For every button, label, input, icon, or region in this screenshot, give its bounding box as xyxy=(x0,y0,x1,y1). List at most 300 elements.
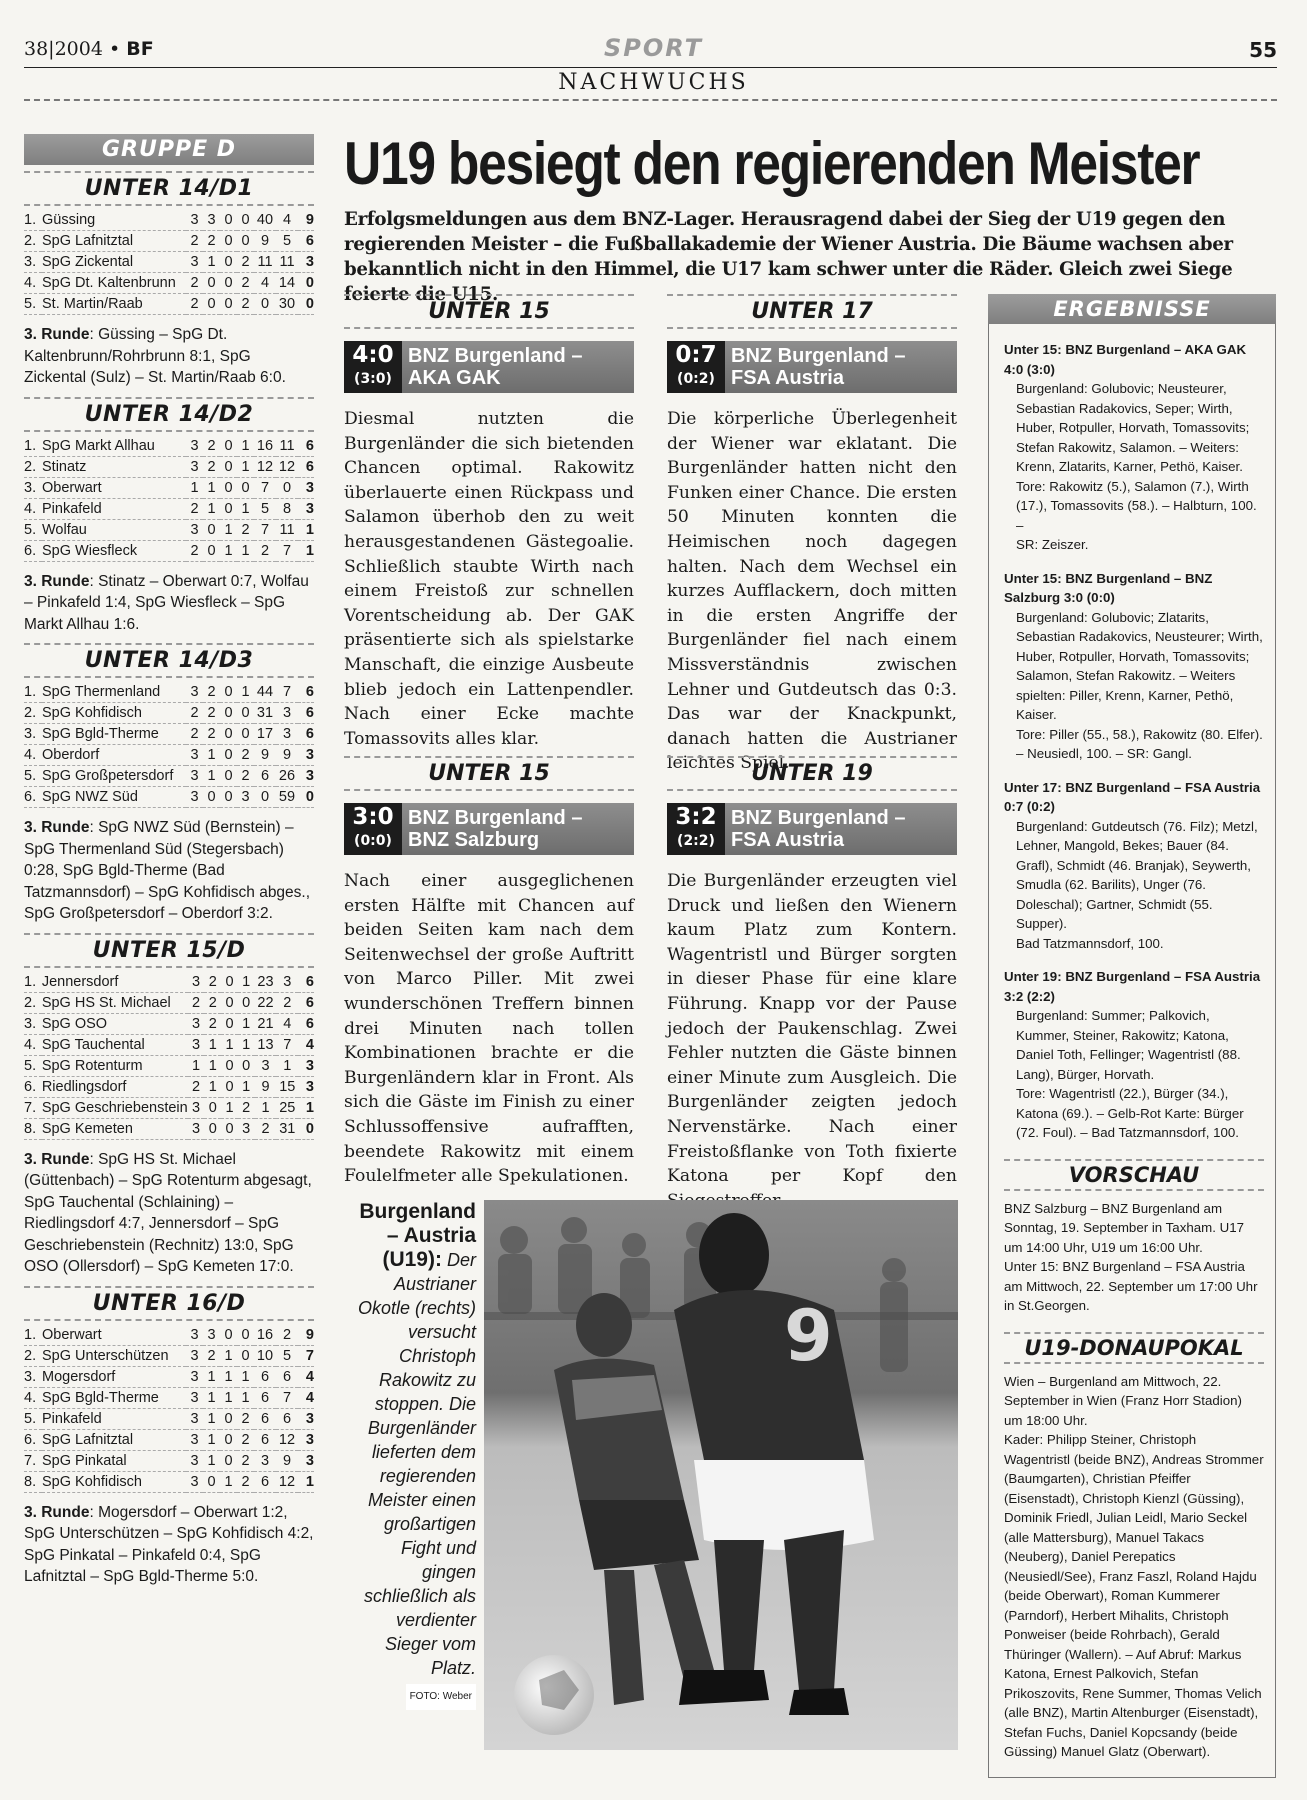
table-title: UNTER 16/D xyxy=(24,1286,314,1321)
points-cell: 3 xyxy=(298,745,314,766)
rank-cell: 3. xyxy=(24,1366,42,1387)
table-row xyxy=(24,766,314,787)
stat-cell: 2 xyxy=(186,540,203,561)
stat-cell: 6 xyxy=(254,1408,276,1429)
stat-cell: 6 xyxy=(254,766,276,787)
result-heading: Unter 15: BNZ Burgenland – BNZ Salzburg 3:0 (0:0) xyxy=(1004,570,1213,605)
rank-cell: 1. xyxy=(24,682,42,703)
team-cell: St. Martin/Raab xyxy=(42,294,186,315)
article-title: UNTER 15 xyxy=(344,294,634,329)
table-row xyxy=(24,252,314,273)
table-row xyxy=(24,1471,314,1492)
stat-cell: 0 xyxy=(203,540,220,561)
stat-cell: 59 xyxy=(276,787,298,808)
stat-cell: 1 xyxy=(255,1097,277,1118)
rank-cell: 1. xyxy=(24,210,42,231)
stat-cell: 2 xyxy=(237,294,254,315)
stat-cell: 1 xyxy=(203,1387,220,1408)
stat-cell: 0 xyxy=(237,231,254,252)
table-row xyxy=(24,273,314,294)
rank-cell: 2. xyxy=(24,231,42,252)
table-row xyxy=(24,1345,314,1366)
stat-cell: 3 xyxy=(276,703,298,724)
stat-cell: 11 xyxy=(276,436,298,457)
stat-cell: 0 xyxy=(221,1118,238,1139)
stat-cell: 12 xyxy=(276,1471,298,1492)
preview-title: VORSCHAU xyxy=(1004,1159,1264,1191)
football-players-illustration xyxy=(484,1200,958,1750)
table-row xyxy=(24,682,314,703)
rank-cell: 4. xyxy=(24,745,42,766)
score-box xyxy=(344,803,634,855)
round-text: : SpG NWZ Süd (Bernstein) – SpG Thermenland Süd (Stegersbach) 0:28, SpG Bgld-Therme (Bad Tatzmannsdorf) – SpG Kohfidisch abges., SpG Großpetersdorf – Oberdorf 3:2. xyxy=(24,819,311,922)
stat-cell: 3 xyxy=(186,682,203,703)
result-heading: Unter 15: BNZ Burgenland – AKA GAK 4:0 (3:0) xyxy=(1004,342,1247,377)
stat-cell: 7 xyxy=(276,682,298,703)
stat-cell: 4 xyxy=(276,210,298,231)
round-results xyxy=(24,571,314,636)
stat-cell: 1 xyxy=(237,682,254,703)
stat-cell: 0 xyxy=(237,1345,254,1366)
stat-cell: 0 xyxy=(220,1450,237,1471)
article-title: UNTER 19 xyxy=(667,756,957,791)
stat-cell: 0 xyxy=(237,1325,254,1346)
points-cell: 9 xyxy=(298,210,314,231)
stat-cell: 2 xyxy=(237,1429,254,1450)
half-time-score: (0:0) xyxy=(354,833,392,849)
points-cell: 6 xyxy=(298,436,314,457)
table-row xyxy=(24,436,314,457)
points-cell: 7 xyxy=(298,1345,314,1366)
stat-cell: 1 xyxy=(203,252,220,273)
stat-cell: 6 xyxy=(254,1429,276,1450)
score-box xyxy=(667,341,957,393)
table-row xyxy=(24,703,314,724)
rank-cell: 3. xyxy=(24,252,42,273)
team-cell: SpG Kohfidisch xyxy=(42,703,186,724)
stat-cell: 9 xyxy=(255,1076,277,1097)
result-goals: Tore: Piller (55., 58.), Rakowitz (80. Elfer). – Neusiedl, 100. – SR: Gangl. xyxy=(1016,726,1263,761)
team-cell: Wolfau xyxy=(42,519,186,540)
table-row xyxy=(24,1034,314,1055)
cup-match: Wien – Burgenland am Mittwoch, 22. September in Wien (Franz Horr Stadion) um 18:00 Uhr. xyxy=(1004,1373,1242,1428)
section-title: SPORT xyxy=(603,34,704,62)
stat-cell: 2 xyxy=(204,992,221,1013)
stat-cell: 0 xyxy=(237,477,254,498)
stat-cell: 2 xyxy=(237,252,254,273)
rank-cell: 5. xyxy=(24,519,42,540)
team-cell: Oberwart xyxy=(42,1325,186,1346)
stat-cell: 0 xyxy=(220,787,237,808)
cup-title: U19-DONAUPOKAL xyxy=(1004,1332,1264,1364)
final-score: 3:2 xyxy=(675,804,717,830)
stat-cell: 0 xyxy=(238,1055,255,1076)
final-score: 0:7 xyxy=(675,342,717,368)
points-cell: 0 xyxy=(298,787,314,808)
away-team: BNZ Salzburg xyxy=(408,829,540,851)
round-label: 3. Runde xyxy=(24,326,90,343)
stat-cell: 0 xyxy=(221,992,238,1013)
stat-cell: 30 xyxy=(276,294,298,315)
stat-cell: 0 xyxy=(220,745,237,766)
points-cell: 3 xyxy=(298,498,314,519)
stat-cell: 1 xyxy=(276,1055,298,1076)
stat-cell: 1 xyxy=(238,1076,255,1097)
stat-cell: 10 xyxy=(254,1345,276,1366)
stat-cell: 0 xyxy=(221,972,238,993)
stat-cell: 3 xyxy=(188,1118,205,1139)
points-cell: 0 xyxy=(298,1118,314,1139)
points-cell: 6 xyxy=(298,972,314,993)
stat-cell: 7 xyxy=(276,1034,298,1055)
points-cell: 1 xyxy=(298,519,314,540)
article-body: Die Burgenländer erzeugten viel Druck und ließen den Wienern kaum Platz zum Kontern. Wagentristl und Bürger sorgten in dieser Phase für eine klare Führung. Knapp vor der Pause jedoch der Paukenschlag. Zwei Fehler nutzten die Gäste binnen einer Minute zum Ausgleich. Die Burgenländer zeigten jedoch Nervenstärke. Nach einer Freistoßflanke von Toth fixierte Katona per Kopf den xyxy=(667,871,957,1187)
rank-cell: 3. xyxy=(24,724,42,745)
stat-cell: 3 xyxy=(188,1034,205,1055)
team-cell: SpG Kemeten xyxy=(42,1118,188,1139)
points-cell: 3 xyxy=(298,766,314,787)
stat-cell: 9 xyxy=(276,1450,298,1471)
stat-cell: 3 xyxy=(186,1429,203,1450)
final-score: 3:0 xyxy=(352,804,394,830)
away-team: AKA GAK xyxy=(408,367,501,389)
result-goals: Tore: Rakowitz (5.), Salamon (7.), Wirth (17.), Tomassovits (58.). – Halbturn, 100. – xyxy=(1016,478,1257,533)
stat-cell: 3 xyxy=(203,1325,220,1346)
half-time-score: (0:2) xyxy=(677,371,715,387)
points-cell: 6 xyxy=(298,703,314,724)
table-row xyxy=(24,456,314,477)
points-cell: 4 xyxy=(298,1366,314,1387)
result-lineup: Burgenland: Golubovic; Zlatarits, Sebastian Radakovics, Neusteurer; Wirth, Huber, Rotpuller, Horvath, Tomassovits; Salamon, Stefan Rakowitz. – Weiters spielten: Piller, Krenn, Karner, Pethö, Kaiser. xyxy=(1016,609,1263,722)
stat-cell: 3 xyxy=(237,787,254,808)
rank-cell: 1. xyxy=(24,436,42,457)
stat-cell: 3 xyxy=(186,456,203,477)
standings-table xyxy=(24,972,314,1140)
table-row xyxy=(24,1097,314,1118)
photo-credit: FOTO: Weber xyxy=(406,1684,476,1710)
round-text: : Stinatz – Oberwart 0:7, Wolfau – Pinkafeld 1:4, SpG Wiesfleck – SpG Markt Allhau 1:6. xyxy=(24,572,309,633)
points-cell: 6 xyxy=(298,724,314,745)
article-u19-fsa xyxy=(667,756,957,1213)
home-team: BNZ Burgenland – xyxy=(408,345,583,367)
result-goals: Tore: Wagentristl (22.), Bürger (34.), Katona (69.). – Gelb-Rot Karte: Bürger (72. Foul). – Bad Tatzmannsdorf, 100. xyxy=(1016,1086,1244,1140)
result-lineup: Burgenland: Summer; Palkovich, Kummer, Steiner, Rakowitz; Katona, Daniel Toth, Fellinger; Wagentristl (88. Lang), Bürger, Horvath. xyxy=(1016,1008,1241,1082)
stat-cell: 3 xyxy=(276,972,298,993)
rank-cell: 8. xyxy=(24,1471,42,1492)
stat-cell: 7 xyxy=(254,519,276,540)
stat-cell: 6 xyxy=(276,1366,298,1387)
points-cell: 6 xyxy=(298,1013,314,1034)
stat-cell: 14 xyxy=(276,273,298,294)
stat-cell: 11 xyxy=(254,252,276,273)
table-row xyxy=(24,1076,314,1097)
team-cell: SpG Tauchental xyxy=(42,1034,188,1055)
stat-cell: 7 xyxy=(254,477,276,498)
table-row xyxy=(24,1450,314,1471)
stat-cell: 23 xyxy=(255,972,277,993)
table-row xyxy=(24,540,314,561)
stat-cell: 0 xyxy=(220,294,237,315)
stat-cell: 2 xyxy=(203,682,220,703)
team-cell: SpG Lafnitztal xyxy=(42,1429,186,1450)
team-cell: Pinkafeld xyxy=(42,498,186,519)
stat-cell: 0 xyxy=(220,273,237,294)
round-label: 3. Runde xyxy=(24,572,90,590)
round-results xyxy=(24,817,314,925)
stat-cell: 3 xyxy=(276,724,298,745)
points-cell: 3 xyxy=(298,1450,314,1471)
caption-heading: Burgenland – Austria (U19): xyxy=(359,1200,476,1271)
team-cell: SpG HS St. Michael xyxy=(42,992,188,1013)
table-row xyxy=(24,519,314,540)
stat-cell: 0 xyxy=(254,294,276,315)
photo-caption xyxy=(344,1200,480,1710)
header-rule xyxy=(24,67,1277,68)
stat-cell: 2 xyxy=(186,498,203,519)
round-label: 3. Runde xyxy=(24,1150,90,1168)
stat-cell: 0 xyxy=(220,766,237,787)
round-text: : Mogersdorf – Oberwart 1:2, SpG Unterschützen – SpG Kohfidisch 4:2, SpG Pinkatal – Pinkafeld 0:4, SpG Lafnitztal – SpG Bgld-Therme 5:0. xyxy=(24,1503,314,1585)
stat-cell: 1 xyxy=(237,498,254,519)
stat-cell: 1 xyxy=(238,1013,255,1034)
stat-cell: 11 xyxy=(276,519,298,540)
stat-cell: 3 xyxy=(186,519,203,540)
stat-cell: 1 xyxy=(220,1387,237,1408)
table-title: UNTER 15/D xyxy=(24,933,314,968)
home-team: BNZ Burgenland – xyxy=(731,345,906,367)
table-row xyxy=(24,724,314,745)
rank-cell: 5. xyxy=(24,1408,42,1429)
stat-cell: 12 xyxy=(254,456,276,477)
round-results xyxy=(24,1502,314,1588)
stat-cell: 15 xyxy=(276,1076,298,1097)
group-title: GRUPPE D xyxy=(24,134,314,165)
stat-cell: 4 xyxy=(254,273,276,294)
table-row xyxy=(24,1325,314,1346)
stat-cell: 3 xyxy=(186,252,203,273)
stat-cell: 9 xyxy=(254,745,276,766)
stat-cell: 0 xyxy=(254,787,276,808)
stat-cell: 0 xyxy=(203,273,220,294)
standings-table xyxy=(24,210,314,315)
stat-cell: 1 xyxy=(203,1450,220,1471)
stat-cell: 1 xyxy=(203,1408,220,1429)
stat-cell: 31 xyxy=(276,1118,298,1139)
stat-cell: 1 xyxy=(203,1366,220,1387)
stat-cell: 0 xyxy=(220,477,237,498)
points-cell: 3 xyxy=(298,477,314,498)
stat-cell: 0 xyxy=(237,724,254,745)
rank-cell: 6. xyxy=(24,540,42,561)
points-cell: 0 xyxy=(298,294,314,315)
rank-cell: 2. xyxy=(24,992,42,1013)
article-body: Die körperliche Überlegenheit der Wiener war eklatant. Die Burgenländer hatten nicht den Funken einer Chance. Die ersten 50 Minuten konnten die Heimischen noch dagegen halten. Nach dem Wechsel ein kurzes Aufflackern, doch mitten in die ersten Angriffe der Burgenländer fiel nach einem Missverständnis zwischen Lehner und Gutdeutsch das 0:3. Das war der Knackpunkt, danach hatten die Austrianer leichtes Spiel. xyxy=(667,409,957,774)
article-title: UNTER 17 xyxy=(667,294,957,329)
team-cell: SpG Kohfidisch xyxy=(42,1471,186,1492)
stat-cell: 2 xyxy=(237,273,254,294)
preview-item: BNZ Salzburg – BNZ Burgenland am Sonntag, 19. September in Taxham. U17 um 14:00 Uhr, U19 um 16:00 Uhr. xyxy=(1004,1200,1244,1255)
lead-paragraph: Erfolgsmeldungen aus dem BNZ-Lager. Herausragend dabei der Sieg der U19 gegen den regierenden Meister – die Fußballakademie der Wiener Austria. Die Bäume wachsen aber bekanntlich nicht in den Himmel, die U17 kam schwer unter die Räder. Gleich zwei Siege feierte die U15. xyxy=(344,209,1233,305)
points-cell: 1 xyxy=(298,1471,314,1492)
result-lineup: Burgenland: Golubovic; Neusteurer, Sebastian Radakovics, Seper; Wirth, Huber, Rotpuller, Horvath, Tomassovits; Stefan Rakowitz, Salamon. – Weiters: Krenn, Zlatarits, Karner, Pethö, Kaiser. xyxy=(1016,381,1250,474)
stat-cell: 2 xyxy=(203,703,220,724)
team-cell: SpG Bgld-Therme xyxy=(42,1387,186,1408)
rank-cell: 3. xyxy=(24,1013,42,1034)
stat-cell: 1 xyxy=(203,745,220,766)
team-cell: SpG Dt. Kaltenbrunn xyxy=(42,273,186,294)
stat-cell: 1 xyxy=(237,436,254,457)
stat-cell: 3 xyxy=(186,1387,203,1408)
stat-cell: 4 xyxy=(276,1013,298,1034)
team-cell: SpG Großpetersdorf xyxy=(42,766,186,787)
stat-cell: 9 xyxy=(276,745,298,766)
table-title: UNTER 14/D1 xyxy=(24,171,314,206)
stat-cell: 2 xyxy=(276,1325,298,1346)
stat-cell: 3 xyxy=(188,1013,205,1034)
stat-cell: 1 xyxy=(203,477,220,498)
result-venue: Bad Tatzmannsdorf, 100. xyxy=(1016,935,1164,951)
table-row xyxy=(24,1366,314,1387)
team-cell: SpG Unterschützen xyxy=(42,1345,186,1366)
final-score: 4:0 xyxy=(352,342,394,368)
stat-cell: 2 xyxy=(238,1097,255,1118)
rank-cell: 3. xyxy=(24,477,42,498)
points-cell: 0 xyxy=(298,273,314,294)
half-time-score: (2:2) xyxy=(677,833,715,849)
stat-cell: 44 xyxy=(254,682,276,703)
result-heading: Unter 17: BNZ Burgenland – FSA Austria 0:7 (0:2) xyxy=(1004,779,1261,814)
result-lineup: Burgenland: Gutdeutsch (76. Filz); Metzl, Lehner, Mangold, Bekes; Bauer (84. Grafl), Schmidt (46. Branjak), Seywerth, Smudla (62. Barilits), Unger (76. Doleschal); Gartner, Schmidt (55. Supper). xyxy=(1016,818,1258,931)
stat-cell: 2 xyxy=(188,1076,205,1097)
stat-cell: 21 xyxy=(255,1013,277,1034)
stat-cell: 3 xyxy=(238,1118,255,1139)
stat-cell: 12 xyxy=(276,456,298,477)
stat-cell: 0 xyxy=(221,1055,238,1076)
points-cell: 6 xyxy=(298,456,314,477)
stat-cell: 26 xyxy=(276,766,298,787)
stat-cell: 2 xyxy=(255,1118,277,1139)
standings-table xyxy=(24,682,314,808)
stat-cell: 6 xyxy=(254,1366,276,1387)
rank-cell: 4. xyxy=(24,1034,42,1055)
points-cell: 3 xyxy=(298,1429,314,1450)
table-title: UNTER 14/D2 xyxy=(24,397,314,432)
points-cell: 1 xyxy=(298,540,314,561)
stat-cell: 7 xyxy=(276,1387,298,1408)
stat-cell: 0 xyxy=(220,724,237,745)
team-cell: SpG Geschriebenstein xyxy=(42,1097,188,1118)
stat-cell: 8 xyxy=(276,498,298,519)
standings-tables xyxy=(24,171,314,1588)
stat-cell: 0 xyxy=(220,1429,237,1450)
stat-cell: 0 xyxy=(220,252,237,273)
rank-cell: 5. xyxy=(24,1055,42,1076)
rank-cell: 8. xyxy=(24,1118,42,1139)
table-row xyxy=(24,477,314,498)
team-cell: Jennersdorf xyxy=(42,972,188,993)
stat-cell: 13 xyxy=(255,1034,277,1055)
article-title: UNTER 15 xyxy=(344,756,634,791)
stat-cell: 2 xyxy=(186,724,203,745)
points-cell: 1 xyxy=(298,1097,314,1118)
results-column xyxy=(988,294,1276,1762)
caption-text: Der Austrianer Okotle (rechts) versucht Christoph Rakowitz zu stoppen. Die Burgenländer lieferten dem regierenden Meister einen großartigen Fight und gingen schließlich als verdienter Sieger vom Platz. xyxy=(357,1250,476,1678)
stat-cell: 2 xyxy=(237,766,254,787)
stat-cell: 25 xyxy=(276,1097,298,1118)
stat-cell: 0 xyxy=(204,1118,221,1139)
stat-cell: 1 xyxy=(220,1471,237,1492)
stat-cell: 1 xyxy=(238,1034,255,1055)
team-cell: SpG Thermenland xyxy=(42,682,186,703)
stat-cell: 1 xyxy=(220,540,237,561)
score-box xyxy=(667,803,957,855)
table-row xyxy=(24,1408,314,1429)
page-number: 55 xyxy=(1249,38,1277,62)
stat-cell: 3 xyxy=(186,1450,203,1471)
stat-cell: 2 xyxy=(204,1013,221,1034)
article-u17-fsa xyxy=(667,294,957,776)
stat-cell: 9 xyxy=(254,231,276,252)
round-label: 3. Runde xyxy=(24,819,90,836)
stat-cell: 1 xyxy=(220,519,237,540)
team-cell: SpG Zickental xyxy=(42,252,186,273)
round-results xyxy=(24,324,314,389)
rank-cell: 2. xyxy=(24,703,42,724)
stat-cell: 11 xyxy=(276,252,298,273)
team-cell: SpG Lafnitztal xyxy=(42,231,186,252)
result-heading: Unter 19: BNZ Burgenland – FSA Austria 3:2 (2:2) xyxy=(1004,969,1261,1004)
stat-cell: 2 xyxy=(188,992,205,1013)
stat-cell: 1 xyxy=(204,1055,221,1076)
article-u15-salzburg xyxy=(344,756,634,1189)
stat-cell: 0 xyxy=(238,992,255,1013)
points-cell: 9 xyxy=(298,1325,314,1346)
stat-cell: 0 xyxy=(203,1471,220,1492)
stat-cell: 2 xyxy=(203,436,220,457)
article-u15-gak xyxy=(344,294,634,751)
points-cell: 6 xyxy=(298,231,314,252)
rank-cell: 6. xyxy=(24,787,42,808)
rank-cell: 5. xyxy=(24,766,42,787)
stat-cell: 1 xyxy=(186,477,203,498)
stat-cell: 1 xyxy=(220,1345,237,1366)
stat-cell: 6 xyxy=(254,1387,276,1408)
stat-cell: 3 xyxy=(186,1471,203,1492)
stat-cell: 0 xyxy=(203,519,220,540)
round-text: : SpG HS St. Michael (Güttenbach) – SpG Rotenturm abgesagt, SpG Tauchental (Schlaining) – Riedlingsdorf 4:7, Jennersdorf – SpG Geschriebenstein (Rechnitz) 13:0, SpG OSO (Ollersdorf) – SpG Kemeten 17:0. xyxy=(24,1150,312,1275)
home-team: BNZ Burgenland – xyxy=(731,807,906,829)
stat-cell: 3 xyxy=(186,745,203,766)
table-row xyxy=(24,1118,314,1139)
team-cell: SpG OSO xyxy=(42,1013,188,1034)
table-row xyxy=(24,1387,314,1408)
stat-cell: 0 xyxy=(237,703,254,724)
points-cell: 4 xyxy=(298,1034,314,1055)
stat-cell: 5 xyxy=(254,498,276,519)
stat-cell: 0 xyxy=(276,477,298,498)
standings-table xyxy=(24,436,314,562)
cup-squad: Kader: Philipp Steiner, Christoph Wagentristl (beide BNZ), Andreas Strommer (Baumgarten), Christian Pfeiffer (Eisenstadt), Christoph Kienzl (Güssing), Dominik Friedl, Julian Leidl, Mario Seckel (alle Mattersburg), Manuel Takacs (Neuberg), Daniel Perepatics (Neusiedl/See), Franz Faszl, Roland Hajdu (beide Oberwart), Roman Kummerer (Parndorf), Herbert Mihalits, Christoph Ponweiser (beide Rohrbach), Gerald Thüringer (Wallern). – Auf Abruf: Markus Katona, Ernest Palkovich, Stefan Prikoszovits, Rene Summer, Thomas Velich (alle BNZ), Martin Altenburger (Eisenstadt), Stefan Fuchs, Daniel Kopcsandy (beide Güssing) Manuel Glatz (Oberwart). xyxy=(1004,1432,1264,1759)
stat-cell: 40 xyxy=(254,210,276,231)
stat-cell: 0 xyxy=(237,210,254,231)
headline: U19 besiegt den regierenden Meister xyxy=(344,130,1200,197)
half-time-score: (3:0) xyxy=(354,371,392,387)
round-label: 3. Runde xyxy=(24,1503,90,1521)
points-cell: 3 xyxy=(298,1408,314,1429)
team-cell: Stinatz xyxy=(42,456,186,477)
stat-cell: 0 xyxy=(220,456,237,477)
away-team: FSA Austria xyxy=(731,367,844,389)
